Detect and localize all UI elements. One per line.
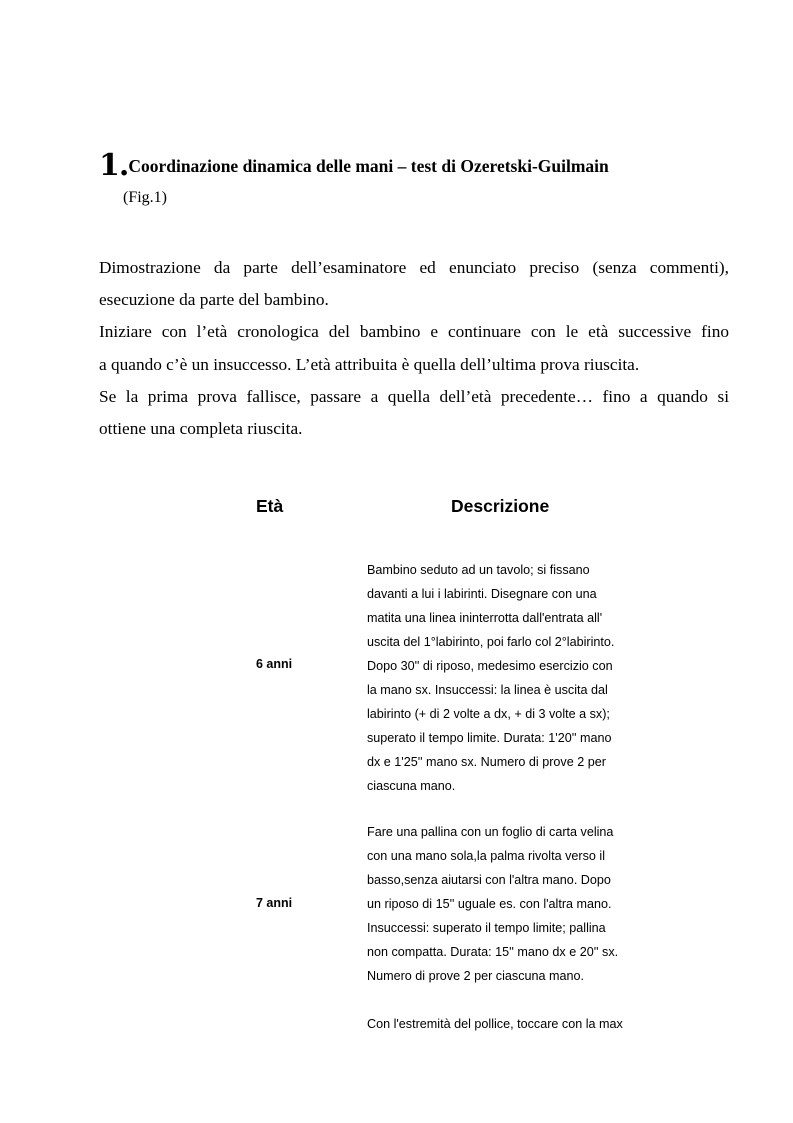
- description-line: davanti a lui i labirinti. Disegnare con una: [367, 587, 597, 601]
- table-header-description: Descrizione: [451, 496, 550, 516]
- description-line: un riposo di 15'' uguale es. con l'altra mano.: [367, 897, 612, 911]
- intro-line: Dimostrazione da parte dell’esaminatore ed enunciato preciso (senza commenti),: [99, 258, 729, 277]
- table-row-description: [367, 1012, 657, 1036]
- description-line: labirinto (+ di 2 volte a dx, + di 3 volte a sx);: [367, 707, 610, 721]
- section-heading: [99, 148, 609, 183]
- description-line: Numero di prove 2 per ciascuna mano.: [367, 969, 585, 983]
- description-line: superato il tempo limite. Durata: 1'20'' mano: [367, 731, 612, 745]
- description-line: Dopo 30'' di riposo, medesimo esercizio con: [367, 659, 613, 673]
- description-line: Con l'estremità del pollice, toccare con la max: [367, 1017, 623, 1031]
- section-title: Coordinazione dinamica delle mani – test di Ozeretski-Guilmain: [128, 156, 609, 176]
- description-line: dx e 1'25'' mano sx. Numero di prove 2 per: [367, 755, 606, 769]
- intro-line: ottiene una completa riuscita.: [99, 419, 303, 439]
- description-line: Bambino seduto ad un tavolo; si fissano: [367, 563, 590, 577]
- intro-line: Iniziare con l’età cronologica del bambino e continuare con le età successive fino: [99, 322, 729, 342]
- description-line: con una mano sola,la palma rivolta verso il: [367, 849, 606, 863]
- intro-line: Se la prima prova fallisce, passare a quella dell’età precedente… fino a quando si: [99, 386, 729, 406]
- table-row-description: [367, 820, 657, 988]
- table-row-age: 7 anni: [256, 896, 293, 910]
- intro-line: a quando c’è un insuccesso. L’età attribuita è quella dell’ultima prova riuscita.: [99, 354, 640, 374]
- description-line: ciascuna mano.: [367, 779, 456, 793]
- description-line: Fare una pallina con un foglio di carta velina: [367, 825, 614, 839]
- section-number: 1.: [99, 148, 129, 183]
- figure-reference: (Fig.1): [123, 189, 167, 206]
- description-line: uscita del 1°labirinto, poi farlo col 2°labirinto.: [367, 635, 615, 649]
- table-row-description: [367, 558, 657, 798]
- intro-line: esecuzione da parte del bambino.: [99, 290, 329, 310]
- description-line: Insuccessi: superato il tempo limite; pallina: [367, 921, 606, 935]
- description-line: basso,senza aiutarsi con l'altra mano. Dopo: [367, 873, 611, 887]
- table-row-age: 6 anni: [256, 657, 293, 671]
- description-line: la mano sx. Insuccessi: la linea è uscita dal: [367, 683, 608, 697]
- intro-text: [99, 252, 729, 445]
- description-line: matita una linea ininterrotta dall'entrata all': [367, 611, 603, 625]
- table-header-age: Età: [256, 496, 284, 516]
- description-line: non compatta. Durata: 15'' mano dx e 20'' sx.: [367, 945, 619, 959]
